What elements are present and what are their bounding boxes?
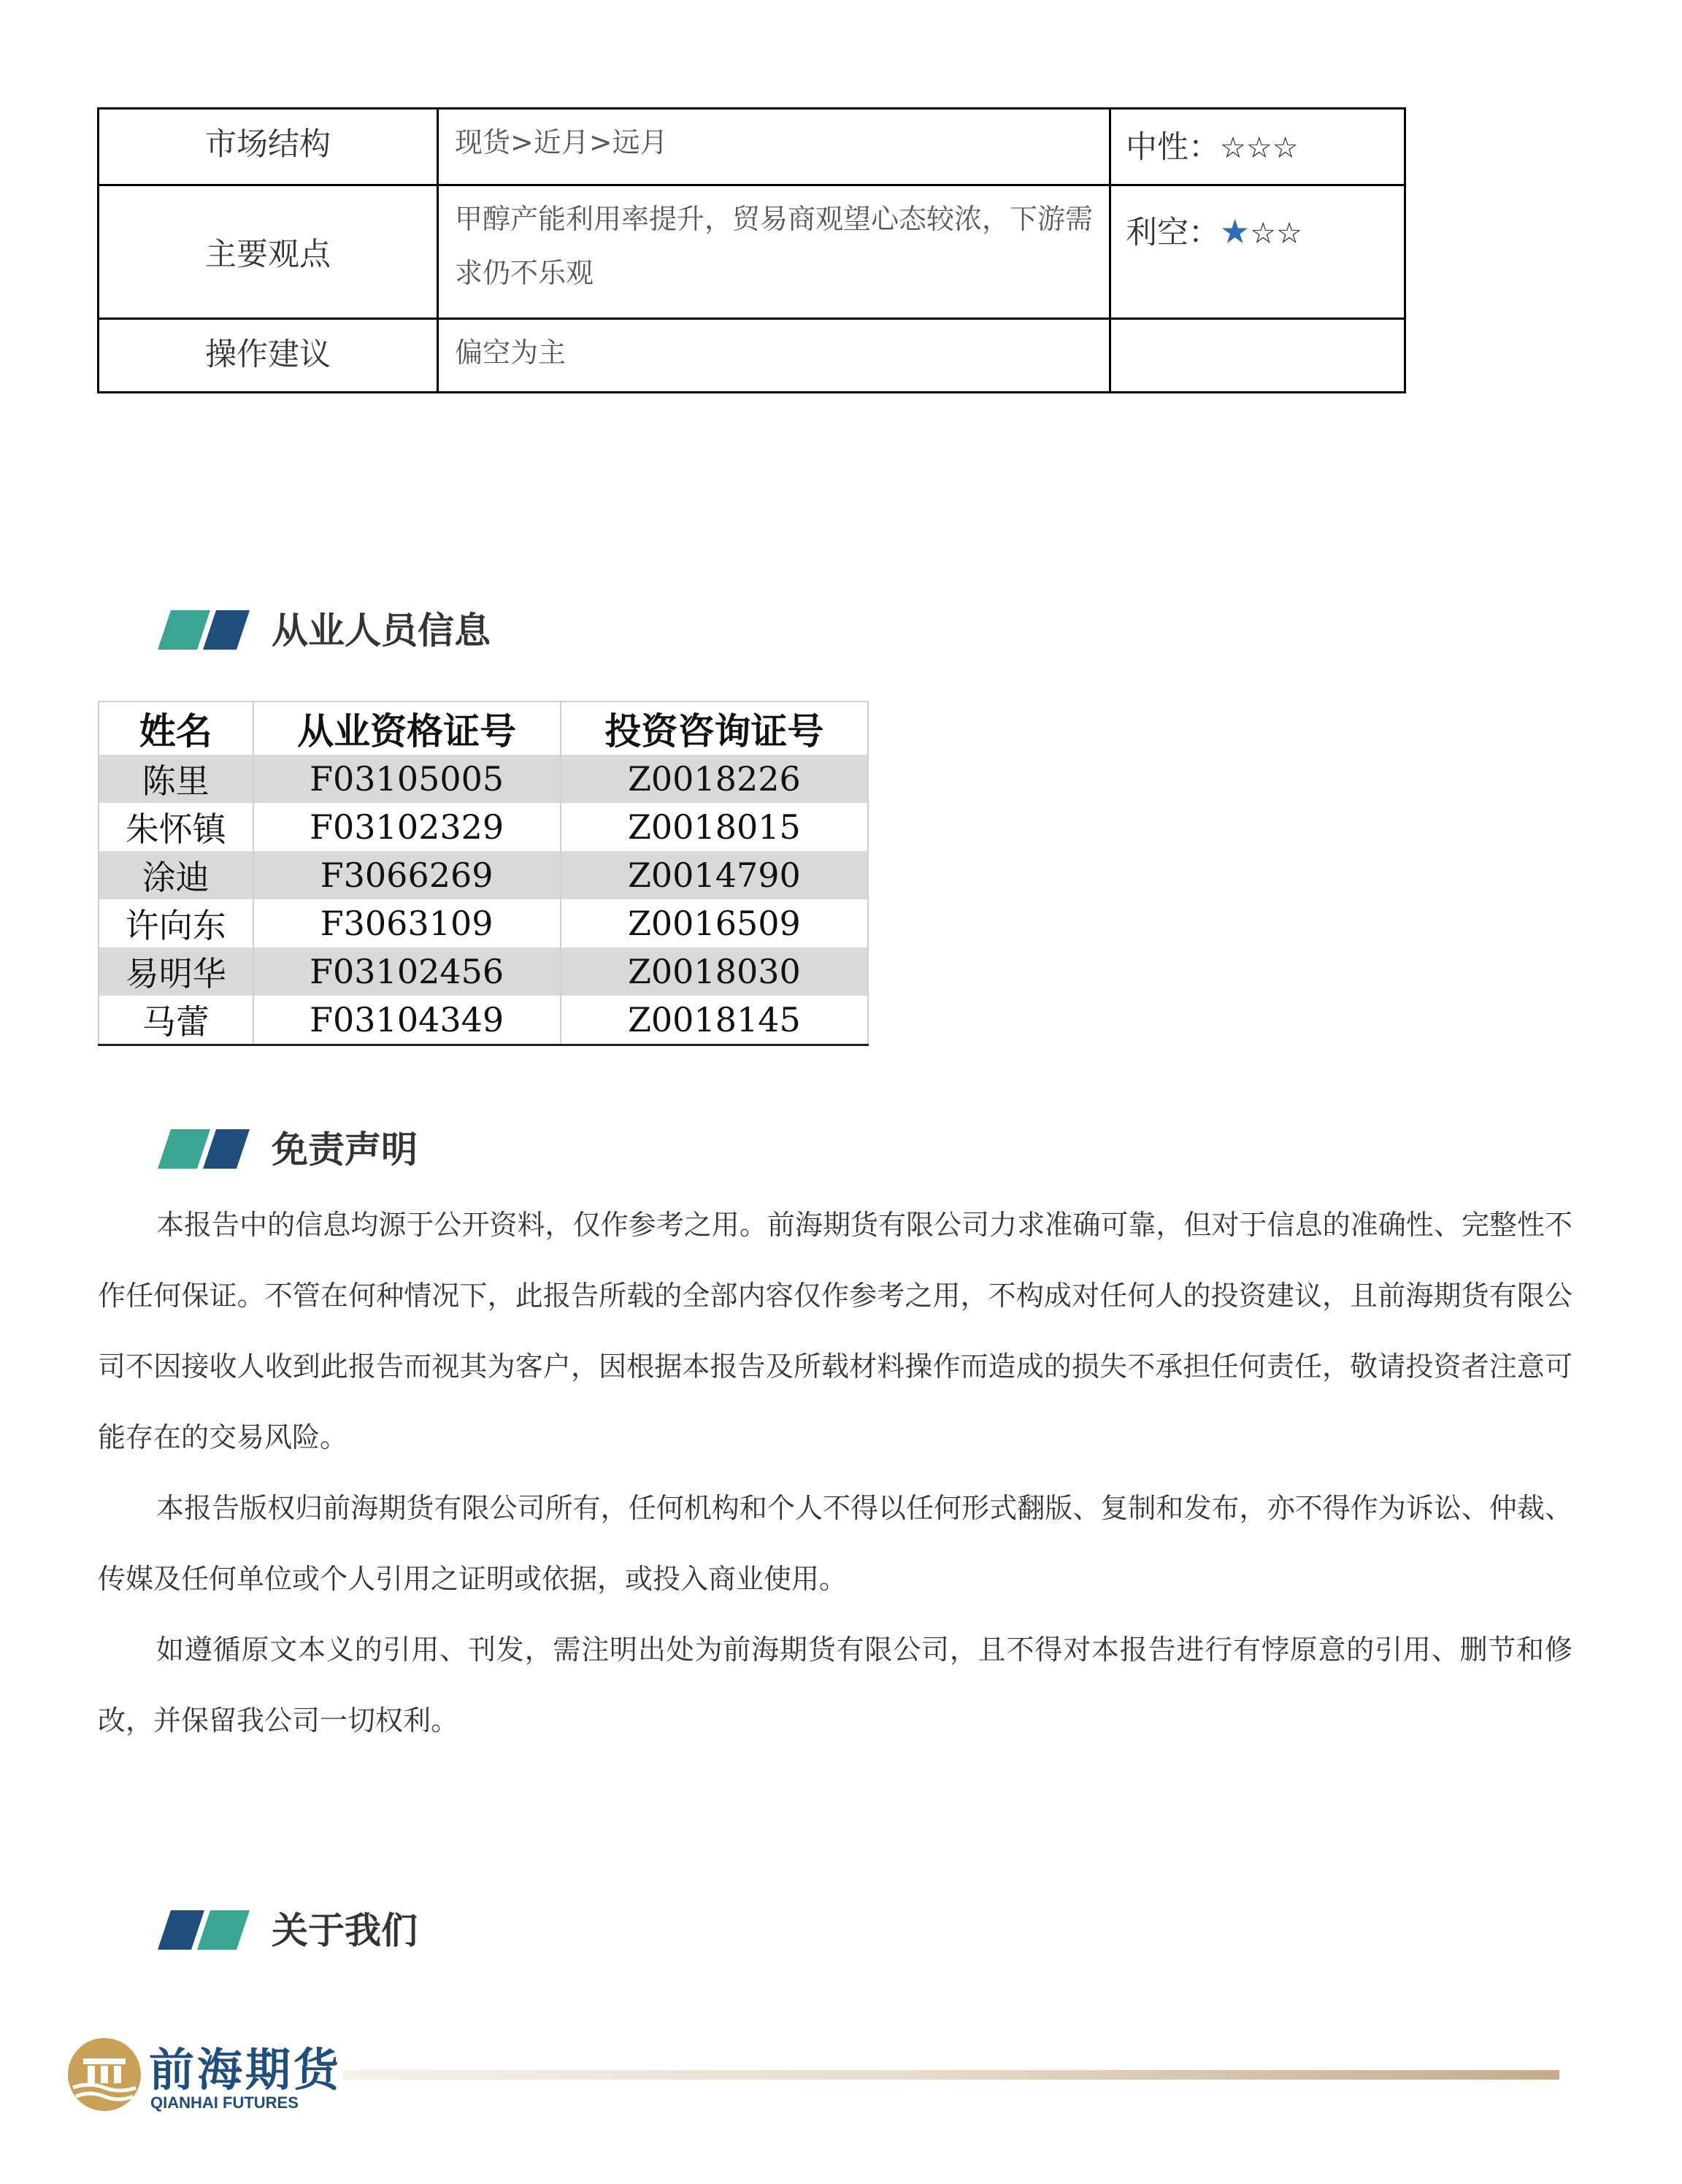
disclaimer-paragraph: 本报告版权归前海期货有限公司所有，任何机构和个人不得以任何形式翻版、复制和发布，亦不得作为诉讼、仲裁、传媒及任何单位或个人引用之证明或依据，或投入商业使用。 (98, 1492, 1572, 1595)
company-logo (64, 2037, 342, 2117)
table-row (99, 755, 868, 803)
logo-text-en: QIANHAI FUTURES (150, 2093, 299, 2112)
summary-label: 市场结构 (99, 109, 438, 185)
section-bars-icon (158, 1129, 250, 1169)
rating-label: 利空： (1126, 215, 1220, 251)
staff-name: 陈里 (99, 755, 253, 803)
qualification-number: F03102329 (253, 803, 561, 851)
section-title: 从业人员信息 (272, 610, 491, 652)
column-header: 从业资格证号 (253, 701, 561, 755)
star-empty-icon: ☆ (1272, 131, 1299, 165)
section-bars-icon (158, 610, 250, 650)
consulting-number: Z0018015 (561, 803, 868, 851)
star-filled-icon: ★ (1220, 212, 1251, 251)
summary-row-suggestion (99, 319, 1405, 393)
section-bars-icon (158, 1910, 250, 1950)
summary-row-market-structure (99, 109, 1405, 185)
summary-content: 偏空为主 (438, 319, 1110, 393)
market-summary-table (97, 107, 1406, 393)
staff-table (98, 701, 869, 1046)
qualification-number: F03102456 (253, 947, 561, 996)
summary-label: 操作建议 (99, 319, 438, 393)
column-header: 投资咨询证号 (561, 701, 868, 755)
table-row (99, 996, 868, 1045)
table-row (99, 803, 868, 851)
summary-content: 现货>近月>远月 (438, 109, 1110, 185)
summary-row-main-view (99, 185, 1405, 319)
star-empty-icon: ☆ (1276, 217, 1302, 250)
disclaimer-paragraph: 如遵循原文本义的引用、刊发，需注明出处为前海期货有限公司，且不得对本报告进行有悖原意的引用、删节和修改，并保留我公司一切权利。 (98, 1634, 1572, 1737)
staff-table-header (99, 701, 868, 755)
staff-name: 许向东 (99, 899, 253, 947)
consulting-number: Z0014790 (561, 851, 868, 899)
logo-text-cn: 前海期货 (149, 2043, 342, 2096)
star-empty-icon: ☆ (1245, 131, 1272, 165)
section-title: 关于我们 (272, 1910, 418, 1952)
consulting-number: Z0018030 (561, 947, 868, 996)
disclaimer-paragraph: 本报告中的信息均源于公开资料，仅作参考之用。前海期货有限公司力求准确可靠，但对于信息的准确性、完整性不作任何保证。不管在何种情况下，此报告所载的全部内容仅作参考之用，不构成对任何人的投资建议，且前海期货有限公司不因接收人收到此报告而视其为客户，因根据本报告及所载材料操作而造成的损失不承担任何责任，敬请投资者注意可能存在的交易风险。 (98, 1209, 1572, 1453)
summary-content: 甲醇产能利用率提升，贸易商观望心态较浓，下游需求仍不乐观 (438, 185, 1110, 319)
summary-rating (1110, 109, 1405, 185)
logo-emblem-icon (64, 2037, 145, 2117)
section-title: 免责声明 (272, 1128, 418, 1171)
qualification-number: F03105005 (253, 755, 561, 803)
summary-label: 主要观点 (99, 185, 438, 319)
table-row (99, 851, 868, 899)
staff-name: 马蕾 (99, 996, 253, 1045)
footer-divider (343, 2070, 1559, 2080)
qualification-number: F3063109 (253, 899, 561, 947)
consulting-number: Z0016509 (561, 899, 868, 947)
star-empty-icon: ☆ (1250, 217, 1277, 250)
consulting-number: Z0018226 (561, 755, 868, 803)
staff-name: 朱怀镇 (99, 803, 253, 851)
summary-rating (1110, 319, 1405, 393)
column-header: 姓名 (99, 701, 253, 755)
qualification-number: F03104349 (253, 996, 561, 1045)
qualification-number: F3066269 (253, 851, 561, 899)
star-empty-icon: ☆ (1220, 131, 1246, 165)
rating-label: 中性： (1126, 129, 1220, 166)
staff-name: 易明华 (99, 947, 253, 996)
staff-name: 涂迪 (99, 851, 253, 899)
consulting-number: Z0018145 (561, 996, 868, 1045)
table-row (99, 947, 868, 996)
summary-rating (1110, 185, 1405, 319)
disclaimer-body (98, 1190, 1572, 1756)
table-row (99, 899, 868, 947)
